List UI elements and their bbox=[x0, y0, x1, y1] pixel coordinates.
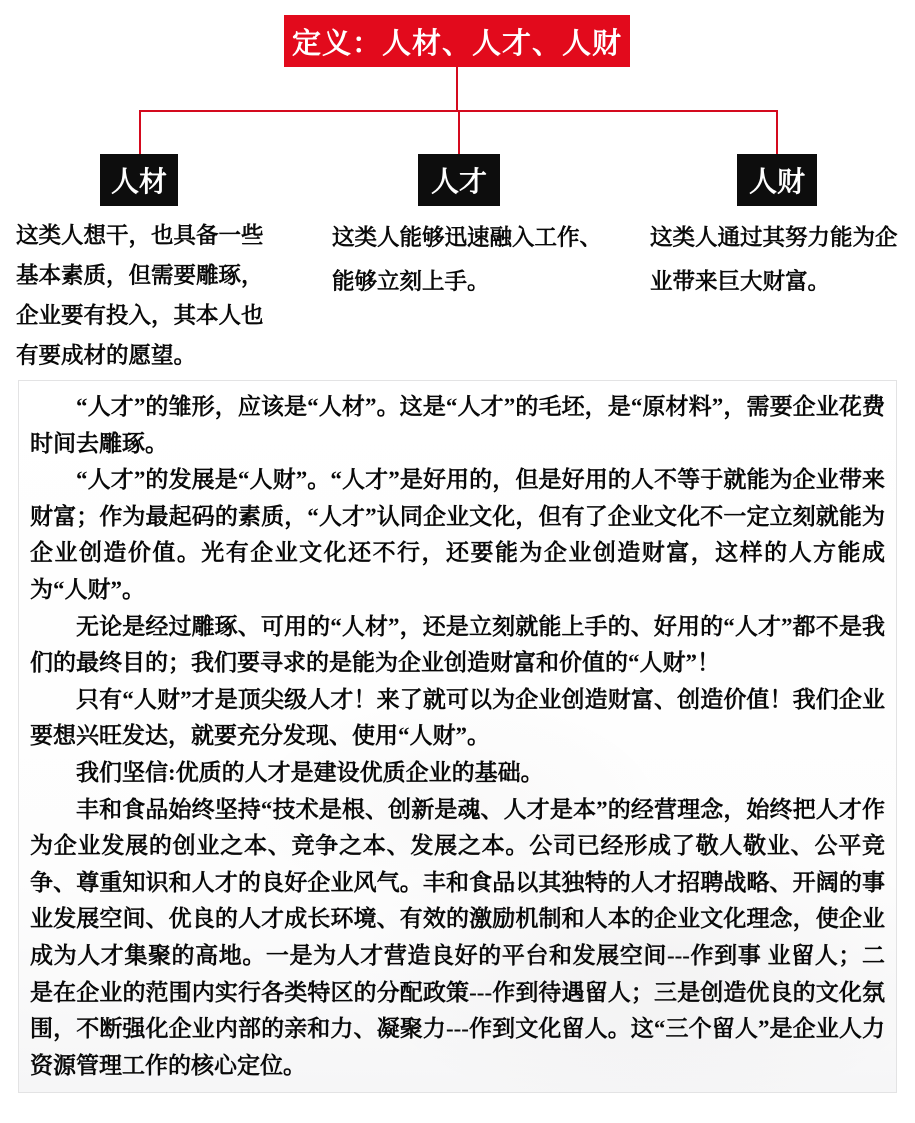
article-paragraph: 无论是经过雕琢、可用的“人材”，还是立刻就能上手的、好用的“人才”都不是我们的最终目的；我们要寻求的是能为企业创造财富和价值的“人财”！ bbox=[30, 613, 886, 676]
article-box bbox=[18, 380, 897, 1093]
node-description-talent: 这类人能够迅速融入工作、能够立刻上手。 bbox=[332, 225, 603, 294]
connector-drop-rencai2 bbox=[139, 110, 141, 155]
node-description-material: 这类人想干，也具备一些基本素质，但需要雕琢，企业要有投入，其本人也有要成材的愿望。 bbox=[16, 223, 264, 368]
node-rencai-material: 人材 bbox=[100, 154, 178, 206]
article-paragraph: 丰和食品始终坚持“技术是根、创新是魂、人才是本”的经营理念，始终把人才作为企业发展的创业之本、竞争之本、发展之本。公司已经形成了敬人敬业、公平竞争、尊重知识和人才的良好企业风气。丰和食品以其独特的人才招聘战略、开阔的事业发展空间、优良的人才成长环境、有效的激励机制和人本的企业文化理念，使企业成为人才集聚的高地。一是为人才营造良好的平台和发展空间---作到事 业留人；二是在企业的范围内实行各类特区的分配政策---作到待遇留人；三是创造优良的文化氛围，不断强化企业内部的亲和力、凝聚力---作到文化留人。这“三个留人”是企业人力资源管理工作的核心定位。 bbox=[30, 796, 885, 1078]
node-description-wealth: 这类人通过其努力能为企业带来巨大财富。 bbox=[650, 225, 898, 294]
connector-drop-rencai3 bbox=[776, 110, 778, 155]
article-paragraph: 只有“人财”才是顶尖级人才！来了就可以为企业创造财富、创造价值！我们企业要想兴旺发达，就要充分发现、使用“人财”。 bbox=[30, 686, 885, 749]
connector-drop-rencai bbox=[458, 110, 460, 155]
definition-header: 定义：人材、人才、人财 bbox=[284, 15, 630, 67]
article-paragraph: “人才”的雏形，应该是“人材”。这是“人才”的毛坯，是“原材料”，需要企业花费时间去雕琢。 bbox=[30, 394, 885, 456]
node-rencai-wealth: 人财 bbox=[737, 154, 817, 206]
article-paragraph: “人才”的发展是“人财”。“人才”是好用的，但是好用的人不等于就能为企业带来财富；作为最起码的素质，“人才”认同企业文化，但有了企业文化不一定立刻就能为企业创造价值。光有企业文化还不行，还要能为企业创造财富，这样的人方能成为“人财”。 bbox=[30, 467, 885, 602]
connector-stem bbox=[456, 67, 458, 110]
article-paragraph: 我们坚信:优质的人才是建设优质企业的基础。 bbox=[76, 759, 544, 785]
node-rencai-talent: 人才 bbox=[418, 154, 500, 206]
